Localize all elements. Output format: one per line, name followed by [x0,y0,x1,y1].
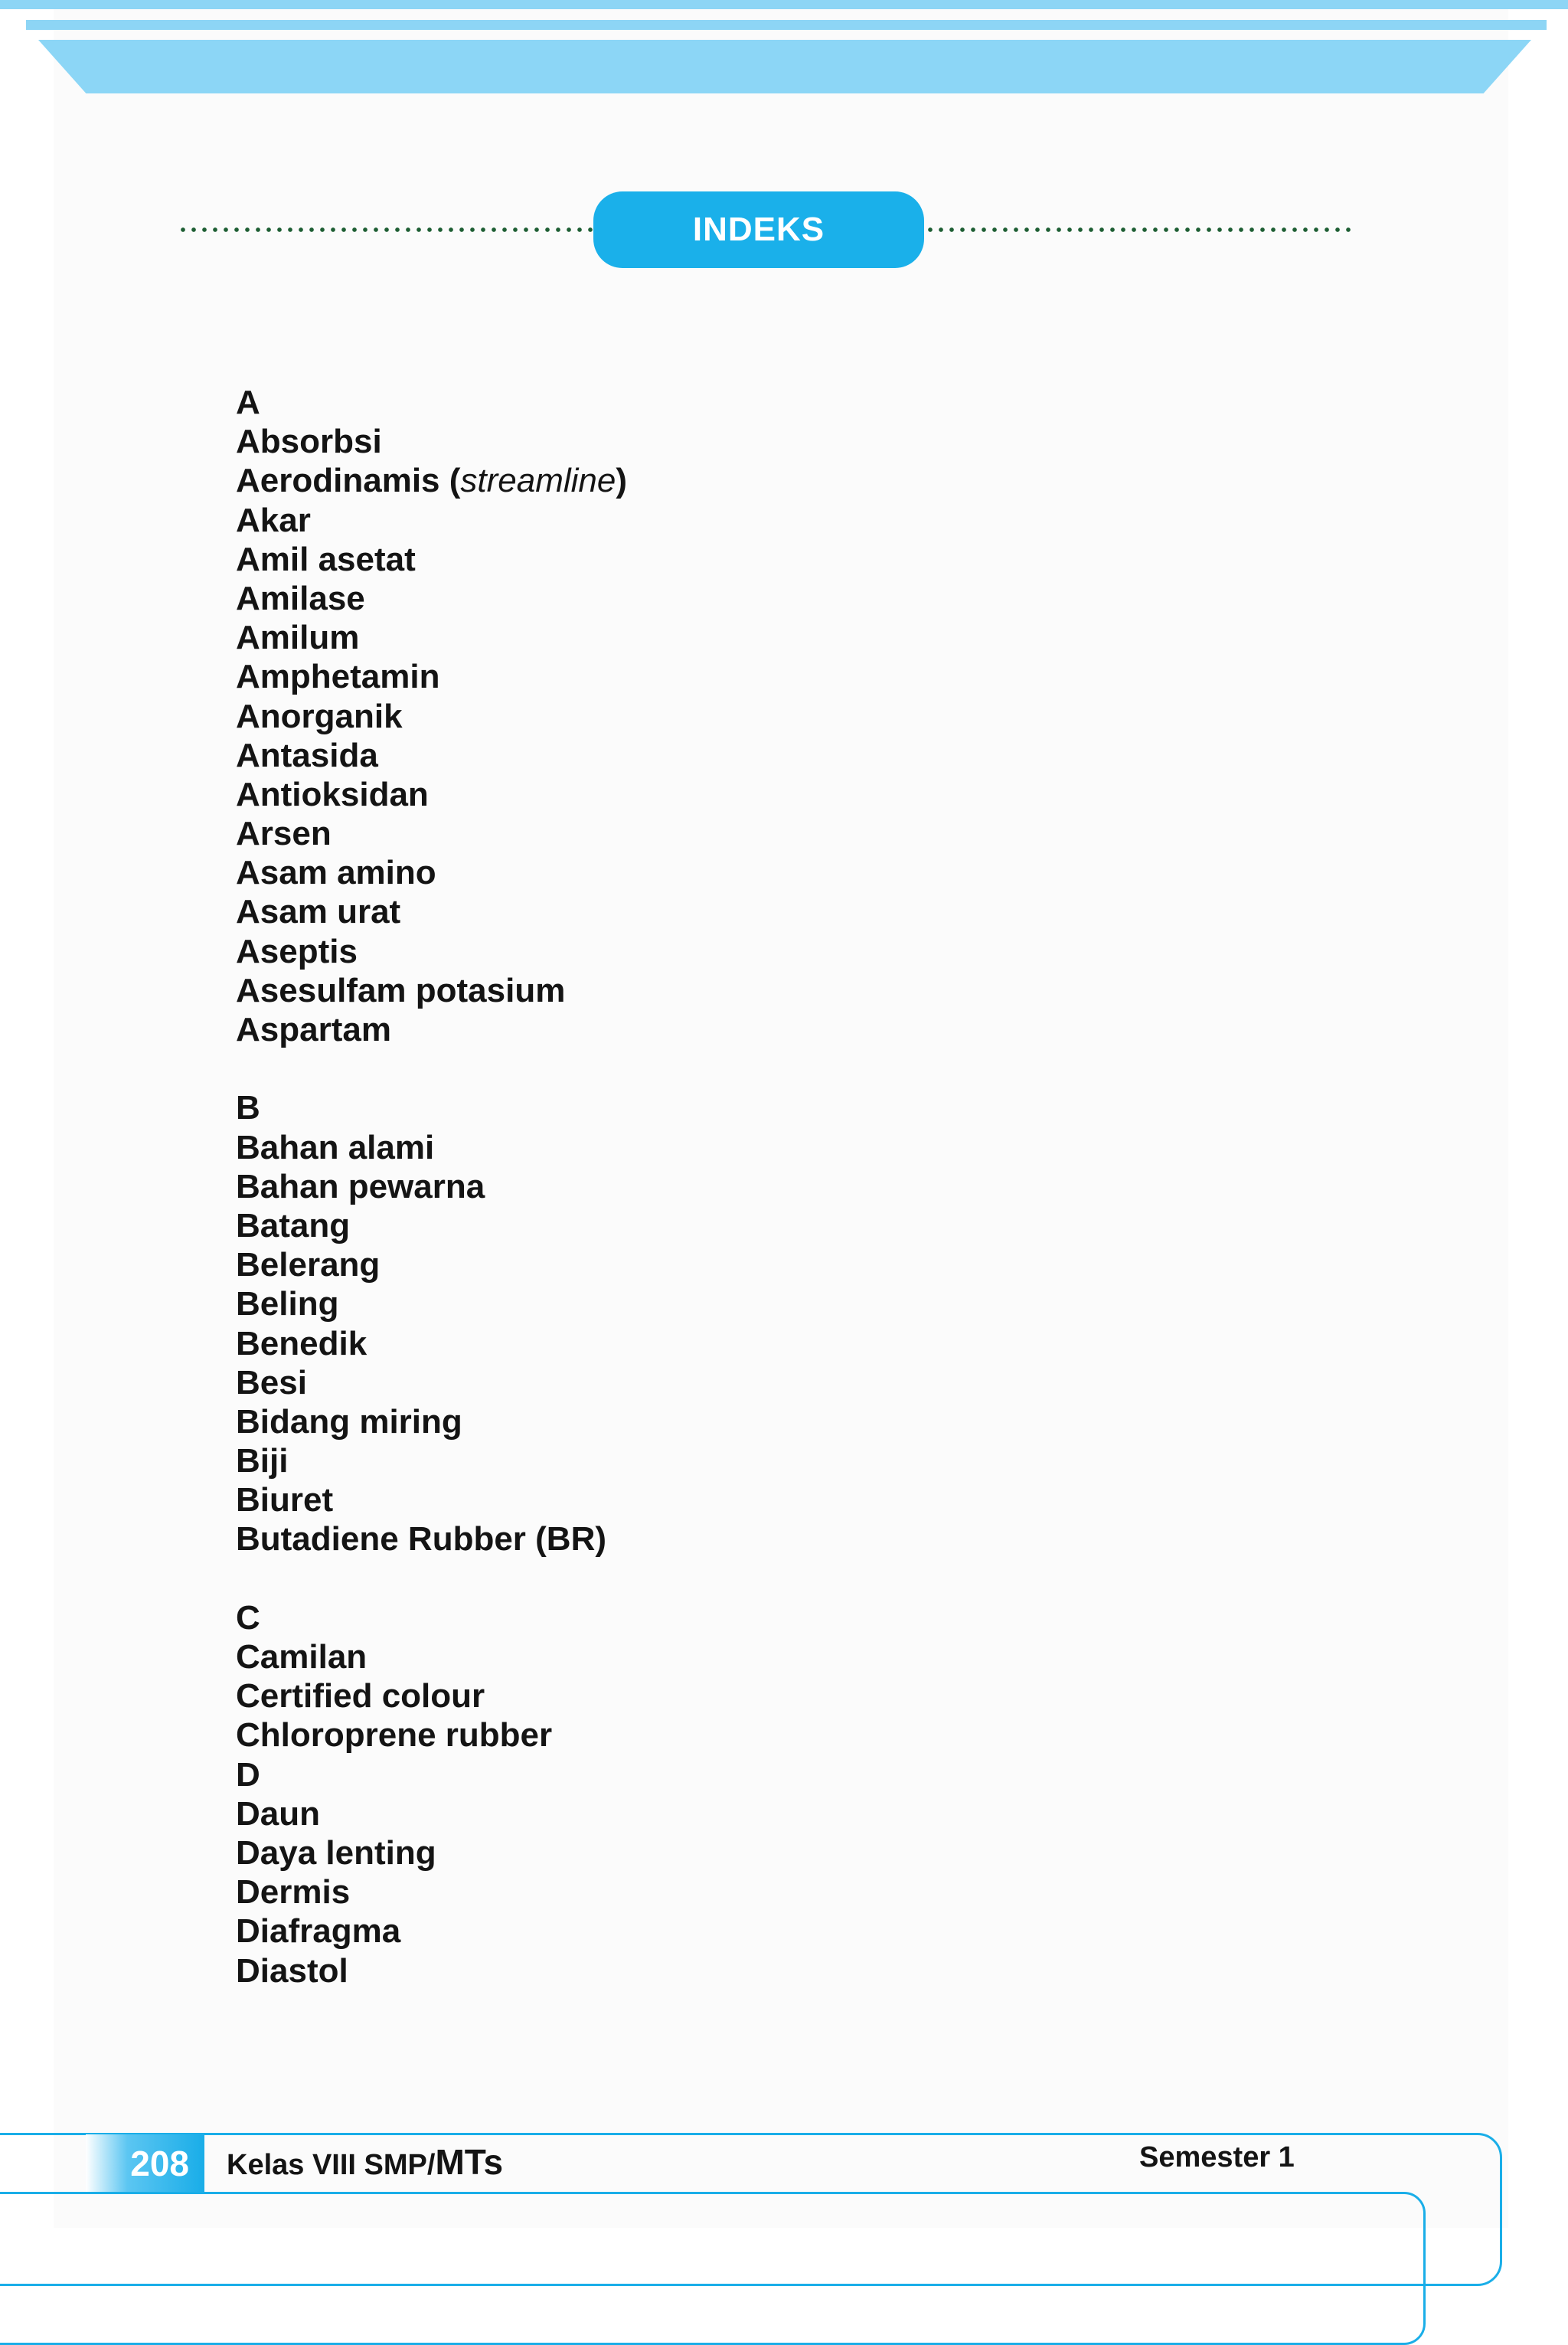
index-list [236,383,627,1990]
footer-class-suffix: MTs [435,2142,504,2182]
index-entry: Chloroprene rubber [236,1716,553,1755]
index-entry: Diastol [236,1951,348,1990]
index-entry: Asam urat [236,893,401,931]
index-entry: Amil asetat [236,540,416,578]
index-entry: Benedik [236,1324,368,1362]
index-entry: Amphetamin [236,658,440,696]
footer-frame-inner [0,2192,1426,2345]
index-entry: Arsen [236,815,332,853]
index-entry: Bahan alami [236,1128,435,1166]
index-entry: Belerang [236,1246,381,1284]
index-entry: Aspartam [236,1011,391,1048]
index-letter-a: A [236,384,260,421]
index-entry: Certified colour [236,1677,485,1715]
index-letter-c: C [236,1598,260,1637]
page-title: INDEKS [593,191,924,268]
index-entry: Asam amino [236,854,436,892]
index-entry: Antasida [236,736,378,774]
index-entry: Biuret [236,1481,334,1519]
index-entry: Diafragma [236,1912,401,1951]
index-entry-text: Aerodinamis ( [236,462,461,500]
index-entry: Dermis [236,1873,351,1912]
index-entry: Biji [236,1442,289,1480]
index-entry: Amilase [236,579,365,617]
index-entry: Absorbsi [236,423,382,461]
index-entry-italic-text: streamline [460,462,616,500]
title-dotted-rule-right [925,227,1351,233]
header-stripe-top [0,0,1568,9]
footer-class-text: Kelas VIII SMP/ [227,2149,436,2181]
index-entry: Batang [236,1206,351,1244]
index-entry: Bahan pewarna [236,1167,485,1205]
header-stripe-middle [26,20,1547,30]
index-letter-b: B [236,1089,260,1127]
page-number: 208 [86,2134,204,2192]
index-entry: Akar [236,501,311,539]
index-entry: Anorganik [236,697,403,735]
index-entry: Camilan [236,1638,368,1676]
footer-semester: Semester 1 [1139,2141,1295,2173]
index-entry: Butadiene Rubber (BR) [236,1520,606,1558]
title-dotted-rule-left [178,227,595,233]
index-entry: Beling [236,1285,339,1323]
footer-class-label [227,2141,503,2183]
index-letter-d: D [236,1755,260,1794]
index-entry: Antioksidan [236,775,429,813]
index-entry-text: ) [616,462,628,500]
header-band [38,40,1531,93]
index-entry: Besi [236,1363,307,1401]
index-entry [236,461,627,500]
index-entry: Bidang miring [236,1402,462,1441]
index-entry: Daun [236,1794,320,1833]
index-entry: Aseptis [236,932,358,970]
index-entry: Daya lenting [236,1833,436,1872]
index-entry: Amilum [236,619,360,657]
index-entry: Asesulfam potasium [236,971,566,1009]
